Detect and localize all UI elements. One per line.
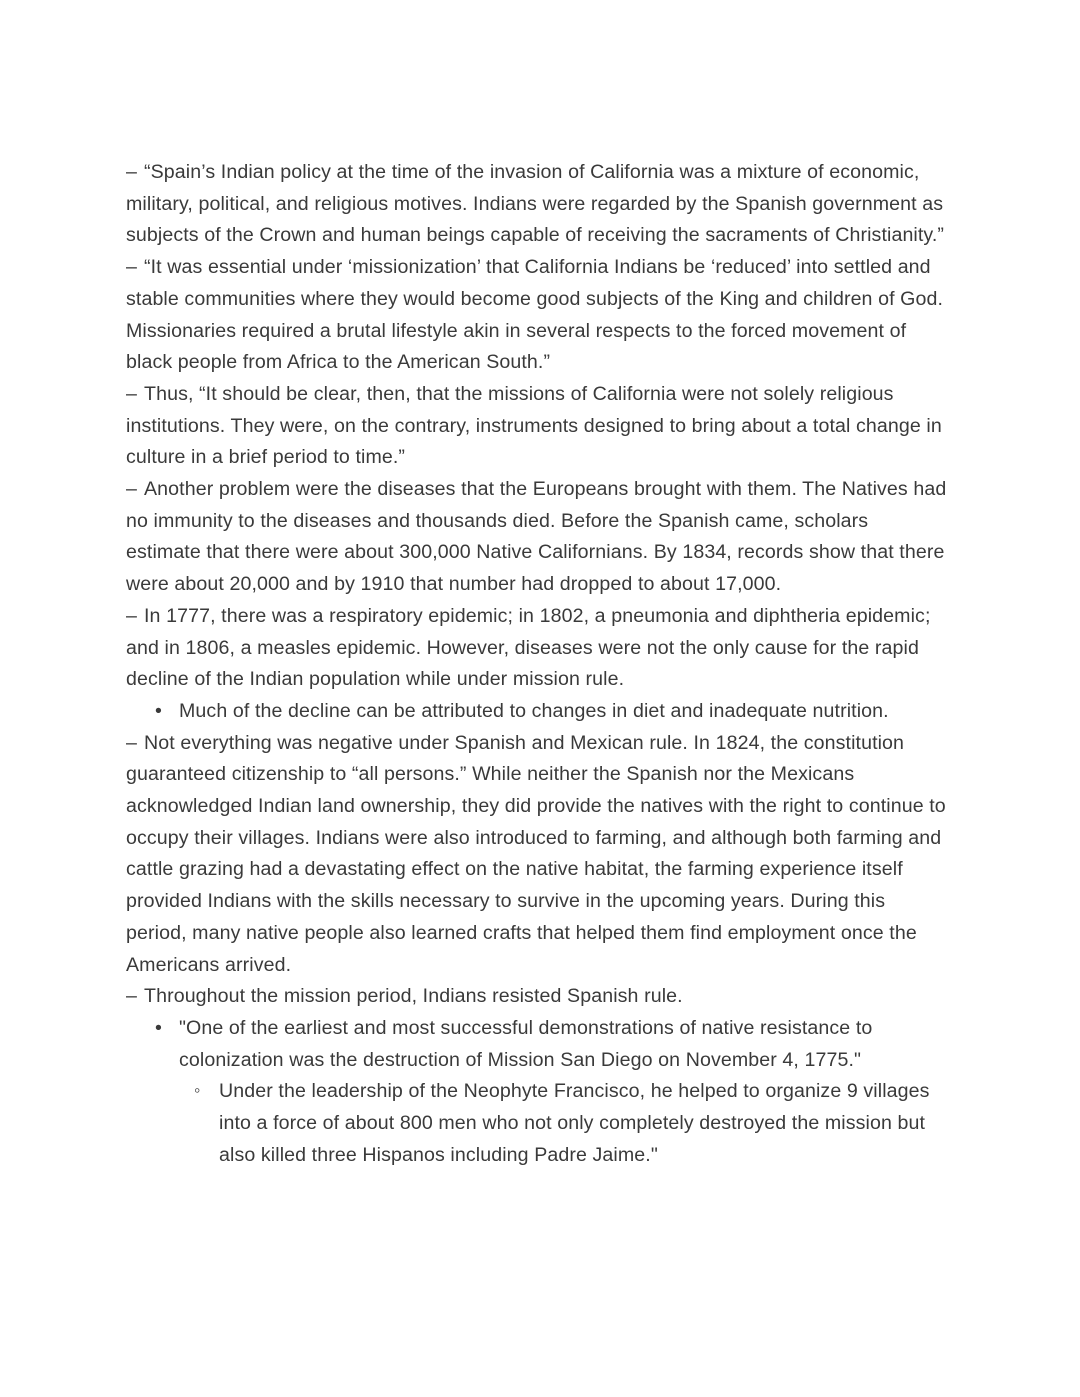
paragraph	[126, 157, 947, 252]
paragraph	[126, 252, 947, 379]
circle-bullet-icon: ◦	[194, 1080, 201, 1101]
paragraph	[126, 981, 947, 1013]
dash-marker: –	[126, 604, 137, 627]
dash-marker: –	[126, 256, 137, 279]
list-item	[126, 1013, 947, 1076]
paragraph-text: Not everything was negative under Spanish and Mexican rule. In 1824, the constitution guaranteed citizenship to “all persons.” While neither the Spanish nor the Mexicans acknowledged Indian land ownership, they did provide the natives with the right to continue to occupy their villages. Indians were also introduced to farming, and although both farming and cattle grazing had a devastating effect on the native habitat, the farming experience itself provided Indians with the skills necessary to survive in the upcoming years. During this period, many native people also learned crafts that helped them find employment once the Americans arrived.	[126, 731, 946, 976]
dash-marker: –	[126, 478, 137, 501]
sub-list-item	[126, 1076, 947, 1171]
sub-list-item-text: Under the leadership of the Neophyte Francisco, he helped to organize 9 villages into a force of about 800 men who not only completely destroyed the mission but also killed three Hispanos including Padre Jaime."	[219, 1080, 930, 1166]
paragraph-text: In 1777, there was a respiratory epidemic; in 1802, a pneumonia and diphtheria epidemic; and in 1806, a measles epidemic. However, diseases were not the only cause for the rapid decline of the Indian population while under mission rule.	[126, 604, 931, 691]
paragraph-text: Throughout the mission period, Indians resisted Spanish rule.	[144, 985, 683, 1008]
dash-marker: –	[126, 985, 137, 1008]
paragraph	[126, 474, 947, 601]
paragraph	[126, 601, 947, 696]
list-item-text: "One of the earliest and most successful demonstrations of native resistance to colonization was the destruction of Mission San Diego on November 4, 1775."	[179, 1016, 873, 1071]
paragraph-text: “It was essential under ‘missionization’ that California Indians be ‘reduced’ into settled and stable communities where they would become good subjects of the King and children of God. Missionaries required a brutal lifestyle akin in several respects to the forced movement of black people from Africa to the American South.”	[126, 256, 944, 374]
paragraph	[126, 379, 947, 474]
dash-marker: –	[126, 382, 137, 405]
paragraph-text: Thus, “It should be clear, then, that the missions of California were not solely religious institutions. They were, on the contrary, instruments designed to bring about a total change in culture in a brief period to time.”	[126, 382, 942, 469]
document-content	[126, 157, 947, 1172]
paragraph	[126, 728, 947, 982]
dash-marker: –	[126, 161, 137, 183]
paragraph-text: Another problem were the diseases that the Europeans brought with them. The Natives had no immunity to the diseases and thousands died. Before the Spanish came, scholars estimate that there were about 300,000 Native Californians. By 1834, records show that there were about 20,000 and by 1910 that number had dropped to about 17,000.	[126, 478, 947, 596]
paragraph-text: “Spain’s Indian policy at the time of the invasion of California was a mixture of economic, military, political, and religious motives. Indians were regarded by the Spanish government as subjects of the Crown and human beings capable of receiving the sacraments of Christianity.”	[126, 161, 945, 247]
bullet-icon: •	[155, 1016, 162, 1039]
bullet-icon: •	[155, 699, 162, 722]
dash-marker: –	[126, 731, 137, 754]
list-item-text: Much of the decline can be attributed to changes in diet and inadequate nutrition.	[179, 699, 889, 722]
list-item	[126, 696, 947, 728]
